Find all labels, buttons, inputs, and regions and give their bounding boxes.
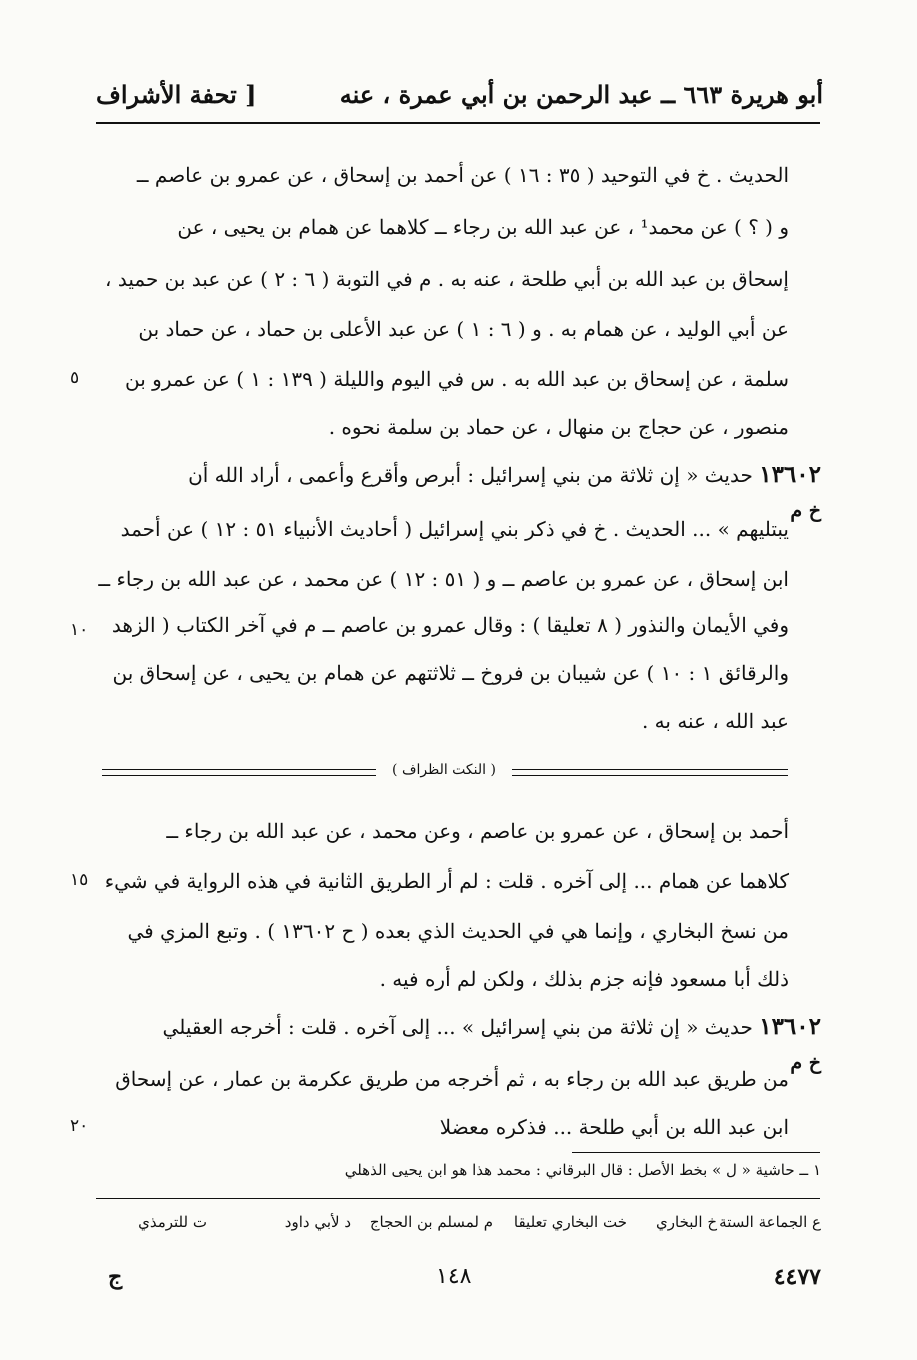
text-line: عبد الله ، عنه به . <box>641 709 789 733</box>
hadith-sigla: خ م <box>790 500 821 522</box>
page-number: ١٤٨ <box>436 1264 472 1289</box>
text-line: يبتليهم » ... الحديث . خ في ذكر بني إسرائيل ( أحاديث الأنبياء ٥١ : ١٢ ) عن أحمد <box>120 517 789 541</box>
book-title: [ تحفة الأشراف <box>96 80 257 109</box>
legend-item: د لأبي داود <box>284 1213 351 1231</box>
text-line: ابن إسحاق ، عن عمرو بن عاصم ــ و ( ٥١ : ١٢ ) عن محمد ، عن عبد الله بن رجاء ــ <box>98 567 789 591</box>
header-rule <box>96 122 820 124</box>
text-line: حديث « إن ثلاثة من بني إسرائيل : أبرص وأقرع وأعمى ، أراد الله أن <box>188 463 753 487</box>
legend-item: م لمسلم بن الحجاج <box>369 1213 493 1231</box>
text-line: ابن عبد الله بن أبي طلحة ... فذكره معضلا <box>439 1115 789 1139</box>
legend-item: ع الجماعة الستة <box>719 1213 821 1231</box>
footnote: ١ ــ حاشية « ل » بخط الأصل : قال البرقاني : محمد هذا هو ابن يحيى الذهلي <box>344 1161 821 1179</box>
hadith-first-line <box>163 1012 821 1042</box>
hadith-first-line <box>188 460 821 490</box>
legend-item: خت البخاري تعليقا <box>513 1213 627 1231</box>
text-line: إسحاق بن عبد الله بن أبي طلحة ، عنه به . م في التوبة ( ٦ : ٢ ) عن عبد بن حميد ، <box>105 267 789 291</box>
footer-volume-mark: ج <box>108 1264 123 1290</box>
footnote-rule <box>572 1152 820 1153</box>
legend-item: ت للترمذي <box>138 1213 207 1231</box>
legend-rule <box>96 1198 820 1199</box>
line-number: ٥ <box>70 368 80 388</box>
text-line: من نسخ البخاري ، وإنما هي في الحديث الذي بعده ( ح ١٣٦٠٢ ) . وتبع المزي في <box>127 919 789 943</box>
legend-item: خ البخاري <box>656 1213 717 1231</box>
text-line: أحمد بن إسحاق ، عن عمرو بن عاصم ، وعن محمد ، عن عبد الله بن رجاء ــ <box>166 819 789 843</box>
text-line: والرقائق ١ : ١٠ ) عن شيبان بن فروخ ــ ثلاثتهم عن همام بن يحيى ، عن إسحاق بن <box>112 661 789 685</box>
running-header: أبو هريرة ٦٦٣ ــ عبد الرحمن بن أبي عمرة ، عنه <box>339 80 823 109</box>
hadith-number: ١٣٦٠٢ <box>759 1013 821 1040</box>
text-line: ذلك أبا مسعود فإنه جزم بذلك ، ولكن لم أره فيه . <box>379 967 789 991</box>
text-line: حديث « إن ثلاثة من بني إسرائيل » ... إلى آخره . قلت : أخرجه العقيلي <box>162 1015 753 1039</box>
hadith-index-number: ٤٤٧٧ <box>773 1264 821 1290</box>
hadith-sigla: خ م <box>790 1052 821 1074</box>
text-line: وفي الأيمان والنذور ( ٨ تعليقا ) : وقال عمرو بن عاصم ــ م في آخر الكتاب ( الزهد <box>111 613 789 637</box>
text-line: منصور ، عن حجاج بن منهال ، عن حماد بن سلمة نحوه . <box>328 415 789 439</box>
text-line: سلمة ، عن إسحاق بن عبد الله به . س في اليوم والليلة ( ١٣٩ : ١ ) عن عمرو بن <box>125 367 789 391</box>
text-line: الحديث . خ في التوحيد ( ٣٥ : ١٦ ) عن أحمد بن إسحاق ، عن عمرو بن عاصم ــ <box>136 163 789 187</box>
hadith-number: ١٣٦٠٢ <box>759 461 821 488</box>
line-number: ١٠ <box>70 620 89 640</box>
text-line: و ( ؟ ) عن محمد¹ ، عن عبد الله بن رجاء ــ كلاهما عن همام بن يحيى ، عن <box>177 215 789 239</box>
line-number: ١٥ <box>70 870 89 890</box>
text-line: كلاهما عن همام ... إلى آخره . قلت : لم أر الطريق الثانية في هذه الرواية في شيء <box>104 869 789 893</box>
text-line: عن أبي الوليد ، عن همام به . و ( ٦ : ١ ) عن عبد الأعلى بن حماد ، عن حماد بن <box>138 317 789 341</box>
line-number: ٢٠ <box>70 1116 89 1136</box>
section-divider-label: ( النكت الظراف ) <box>376 762 512 778</box>
text-line: من طريق عبد الله بن رجاء به ، ثم أخرجه من طريق عكرمة بن عمار ، عن إسحاق <box>115 1067 789 1091</box>
